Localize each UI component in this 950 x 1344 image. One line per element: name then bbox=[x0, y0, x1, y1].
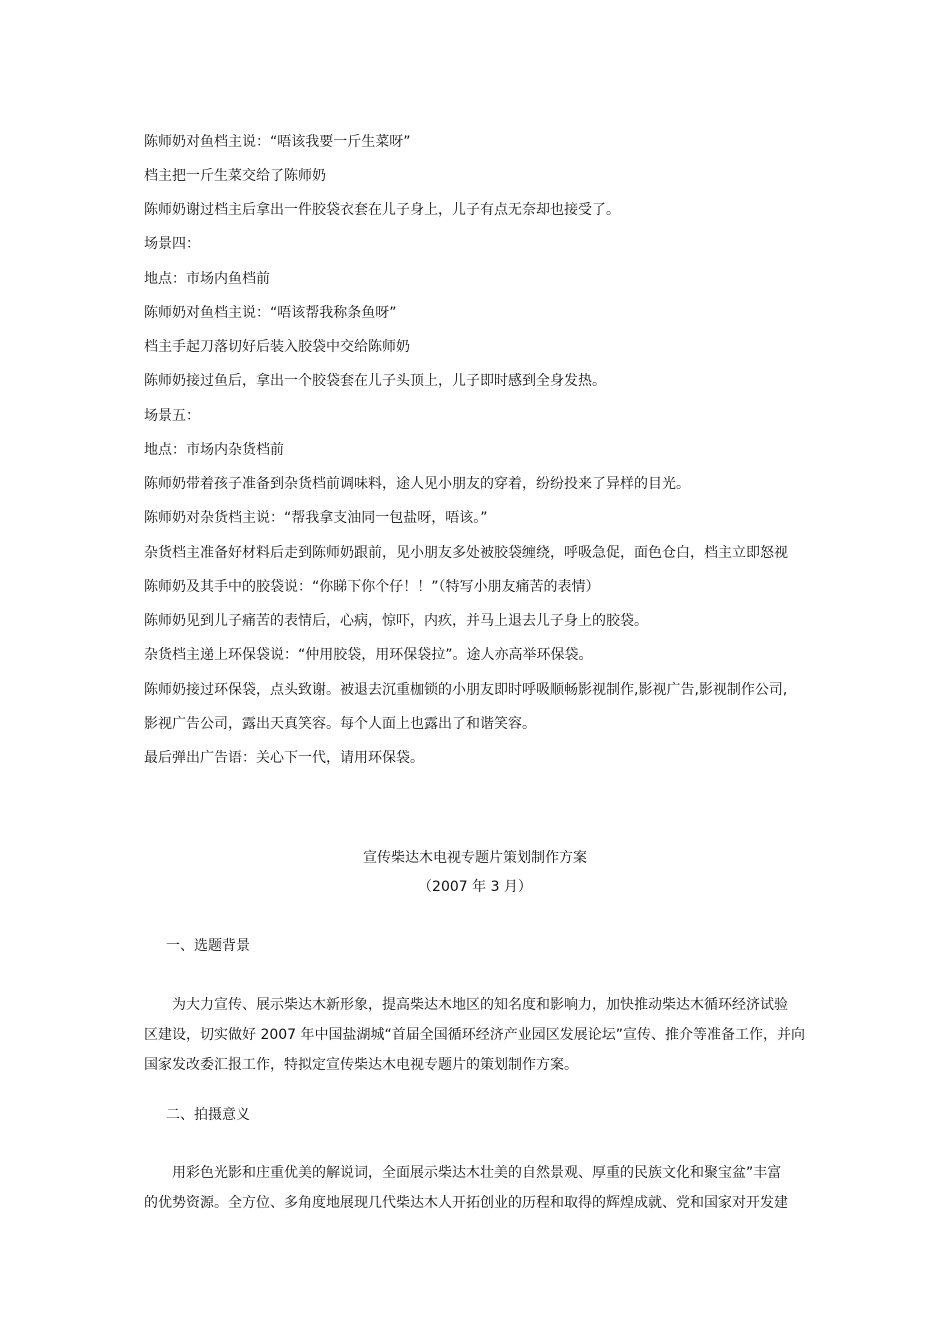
script-line: 地点：市场内杂货档前 bbox=[144, 442, 284, 458]
body-line: 国家发改委汇报工作，特拟定宣传柴达木电视专题片的策划制作方案。 bbox=[144, 1057, 578, 1073]
scene-heading: 场景五： bbox=[144, 408, 200, 424]
script-line: 陈师奶对鱼档主说：“唔该我要一斤生菜呀” bbox=[144, 134, 411, 150]
body-line: 为大力宣传、展示柴达木新形象，提高柴达木地区的知名度和影响力，加快推动柴达木循环经济试验 bbox=[172, 997, 788, 1013]
script-line: 最后弹出广告语：关心下一代，请用环保袋。 bbox=[144, 750, 424, 766]
script-line: 陈师奶带着孩子准备到杂货档前调味料，途人见小朋友的穿着，纷纷投来了异样的目光。 bbox=[144, 476, 690, 492]
proposal-title: 宣传柴达木电视专题片策划制作方案 bbox=[363, 850, 587, 866]
script-line: 陈师奶接过环保袋，点头致谢。被退去沉重枷锁的小朋友即时呼吸顺畅影视制作,影视广告,影视制作公司, bbox=[144, 682, 788, 698]
scene-heading: 场景四： bbox=[144, 236, 200, 252]
script-line: 陈师奶对鱼档主说：“唔该帮我称条鱼呀” bbox=[144, 305, 397, 321]
body-line: 用彩色光影和庄重优美的解说词，全面展示柴达木壮美的自然景观、厚重的民族文化和聚宝盆”丰富 bbox=[172, 1165, 782, 1181]
script-line: 陈师奶见到儿子痛苦的表情后，心病，惊吓，内疚，并马上退去儿子身上的胶袋。 bbox=[144, 613, 648, 629]
script-line: 档主把一斤生菜交给了陈师奶 bbox=[144, 168, 326, 184]
section-heading: 二、拍摄意义 bbox=[166, 1107, 250, 1123]
script-line: 影视广告公司，露出天真笑容。每个人面上也露出了和谐笑容。 bbox=[144, 716, 536, 732]
script-line: 杂货档主准备好材料后走到陈师奶跟前，见小朋友多处被胶袋缠绕，呼吸急促，面色仓白，档主立即怒视 bbox=[144, 545, 788, 561]
section-heading: 一、选题背景 bbox=[166, 938, 250, 954]
body-line: 区建设，切实做好 2007 年中国盐湖城“首届全国循环经济产业园区发展论坛”宣传、推介等准备工作，并向 bbox=[144, 1027, 806, 1043]
script-line: 陈师奶对杂货档主说：“帮我拿支油同一包盐呀，唔该。” bbox=[144, 510, 488, 526]
script-line: 杂货档主递上环保袋说：“仲用胶袋，用环保袋拉”。途人亦高举环保袋。 bbox=[144, 647, 593, 663]
body-line: 的优势资源。全方位、多角度地展现几代柴达木人开拓创业的历程和取得的辉煌成就、党和国家对开发建 bbox=[144, 1195, 788, 1211]
script-line: 地点：市场内鱼档前 bbox=[144, 271, 270, 287]
proposal-date: （2007 年 3 月） bbox=[418, 879, 532, 895]
script-line: 档主手起刀落切好后装入胶袋中交给陈师奶 bbox=[144, 339, 410, 355]
script-line: 陈师奶谢过档主后拿出一件胶袋衣套在儿子身上，儿子有点无奈却也接受了。 bbox=[144, 202, 620, 218]
script-line: 陈师奶接过鱼后，拿出一个胶袋套在儿子头顶上，儿子即时感到全身发热。 bbox=[144, 373, 606, 389]
script-line: 陈师奶及其手中的胶袋说：“你睇下你个仔！！”（特写小朋友痛苦的表情） bbox=[144, 579, 600, 595]
